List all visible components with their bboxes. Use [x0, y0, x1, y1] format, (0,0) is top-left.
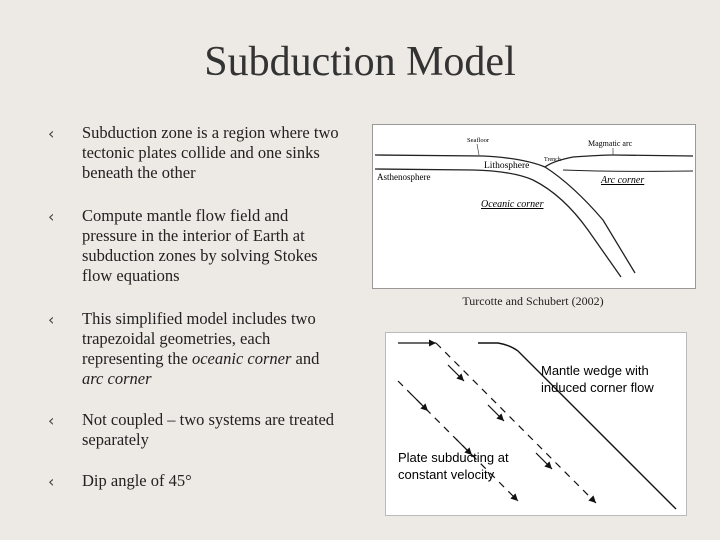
surface-line — [375, 155, 693, 167]
model-diagram — [385, 332, 687, 516]
slide-title: Subduction Model — [204, 39, 516, 85]
seafloor-label: Seafloor — [467, 137, 490, 144]
seafloor-pointer — [477, 144, 479, 155]
arc-corner-term: arc corner — [82, 369, 152, 388]
subduction-diagram — [372, 124, 696, 289]
oceanic-corner-label: Oceanic corner — [481, 199, 544, 210]
arrow-bullet-icon: ‹ — [48, 472, 55, 491]
wedge-label-line1: Mantle wedge with — [541, 363, 649, 378]
overriding-plate-line — [563, 170, 693, 171]
arc-corner-label: Arc corner — [601, 175, 645, 186]
slab-arrow-small — [488, 405, 504, 421]
arrow-bullet-icon: ‹ — [48, 207, 55, 226]
lithosphere-label: Lithosphere — [484, 161, 530, 171]
bullet-text: Compute mantle flow field and pressure in the interior of Earth at subduction zones by solving Stokes flow equations — [82, 206, 318, 285]
slab-arrow-small — [536, 453, 552, 469]
arrow-bullet-icon: ‹ — [48, 310, 55, 329]
plate-label-line2: constant velocity — [398, 467, 495, 482]
oceanic-corner-term: oceanic corner — [191, 349, 292, 368]
magmatic-arc-label: Magmatic arc — [588, 139, 633, 148]
slab-arrow-small — [412, 395, 428, 411]
bullet-text: This simplified model includes two trapezoidal geometries, each representing the oceanic corner and arc corner — [82, 309, 320, 388]
arrow-bullet-icon: ‹ — [48, 124, 55, 143]
bullet-text: Subduction zone is a region where two tectonic plates collide and one sinks beneath the other — [82, 123, 339, 182]
figure-caption: Turcotte and Schubert (2002) — [462, 294, 604, 308]
trench-label: Trench — [544, 157, 561, 163]
arrow-bullet-icon: ‹ — [48, 411, 55, 430]
bullet-text: Dip angle of 45° — [82, 471, 192, 490]
model-diagram-svg — [386, 333, 686, 515]
plate-label-line1: Plate subducting at — [398, 450, 509, 465]
slab-arrow-small — [448, 365, 464, 381]
asthenosphere-label: Asthenosphere — [377, 172, 431, 182]
subduction-diagram-svg — [373, 125, 695, 288]
bullet-text: Not coupled – two systems are treated separately — [82, 410, 335, 449]
wedge-label-line2: induced corner flow — [541, 380, 654, 395]
